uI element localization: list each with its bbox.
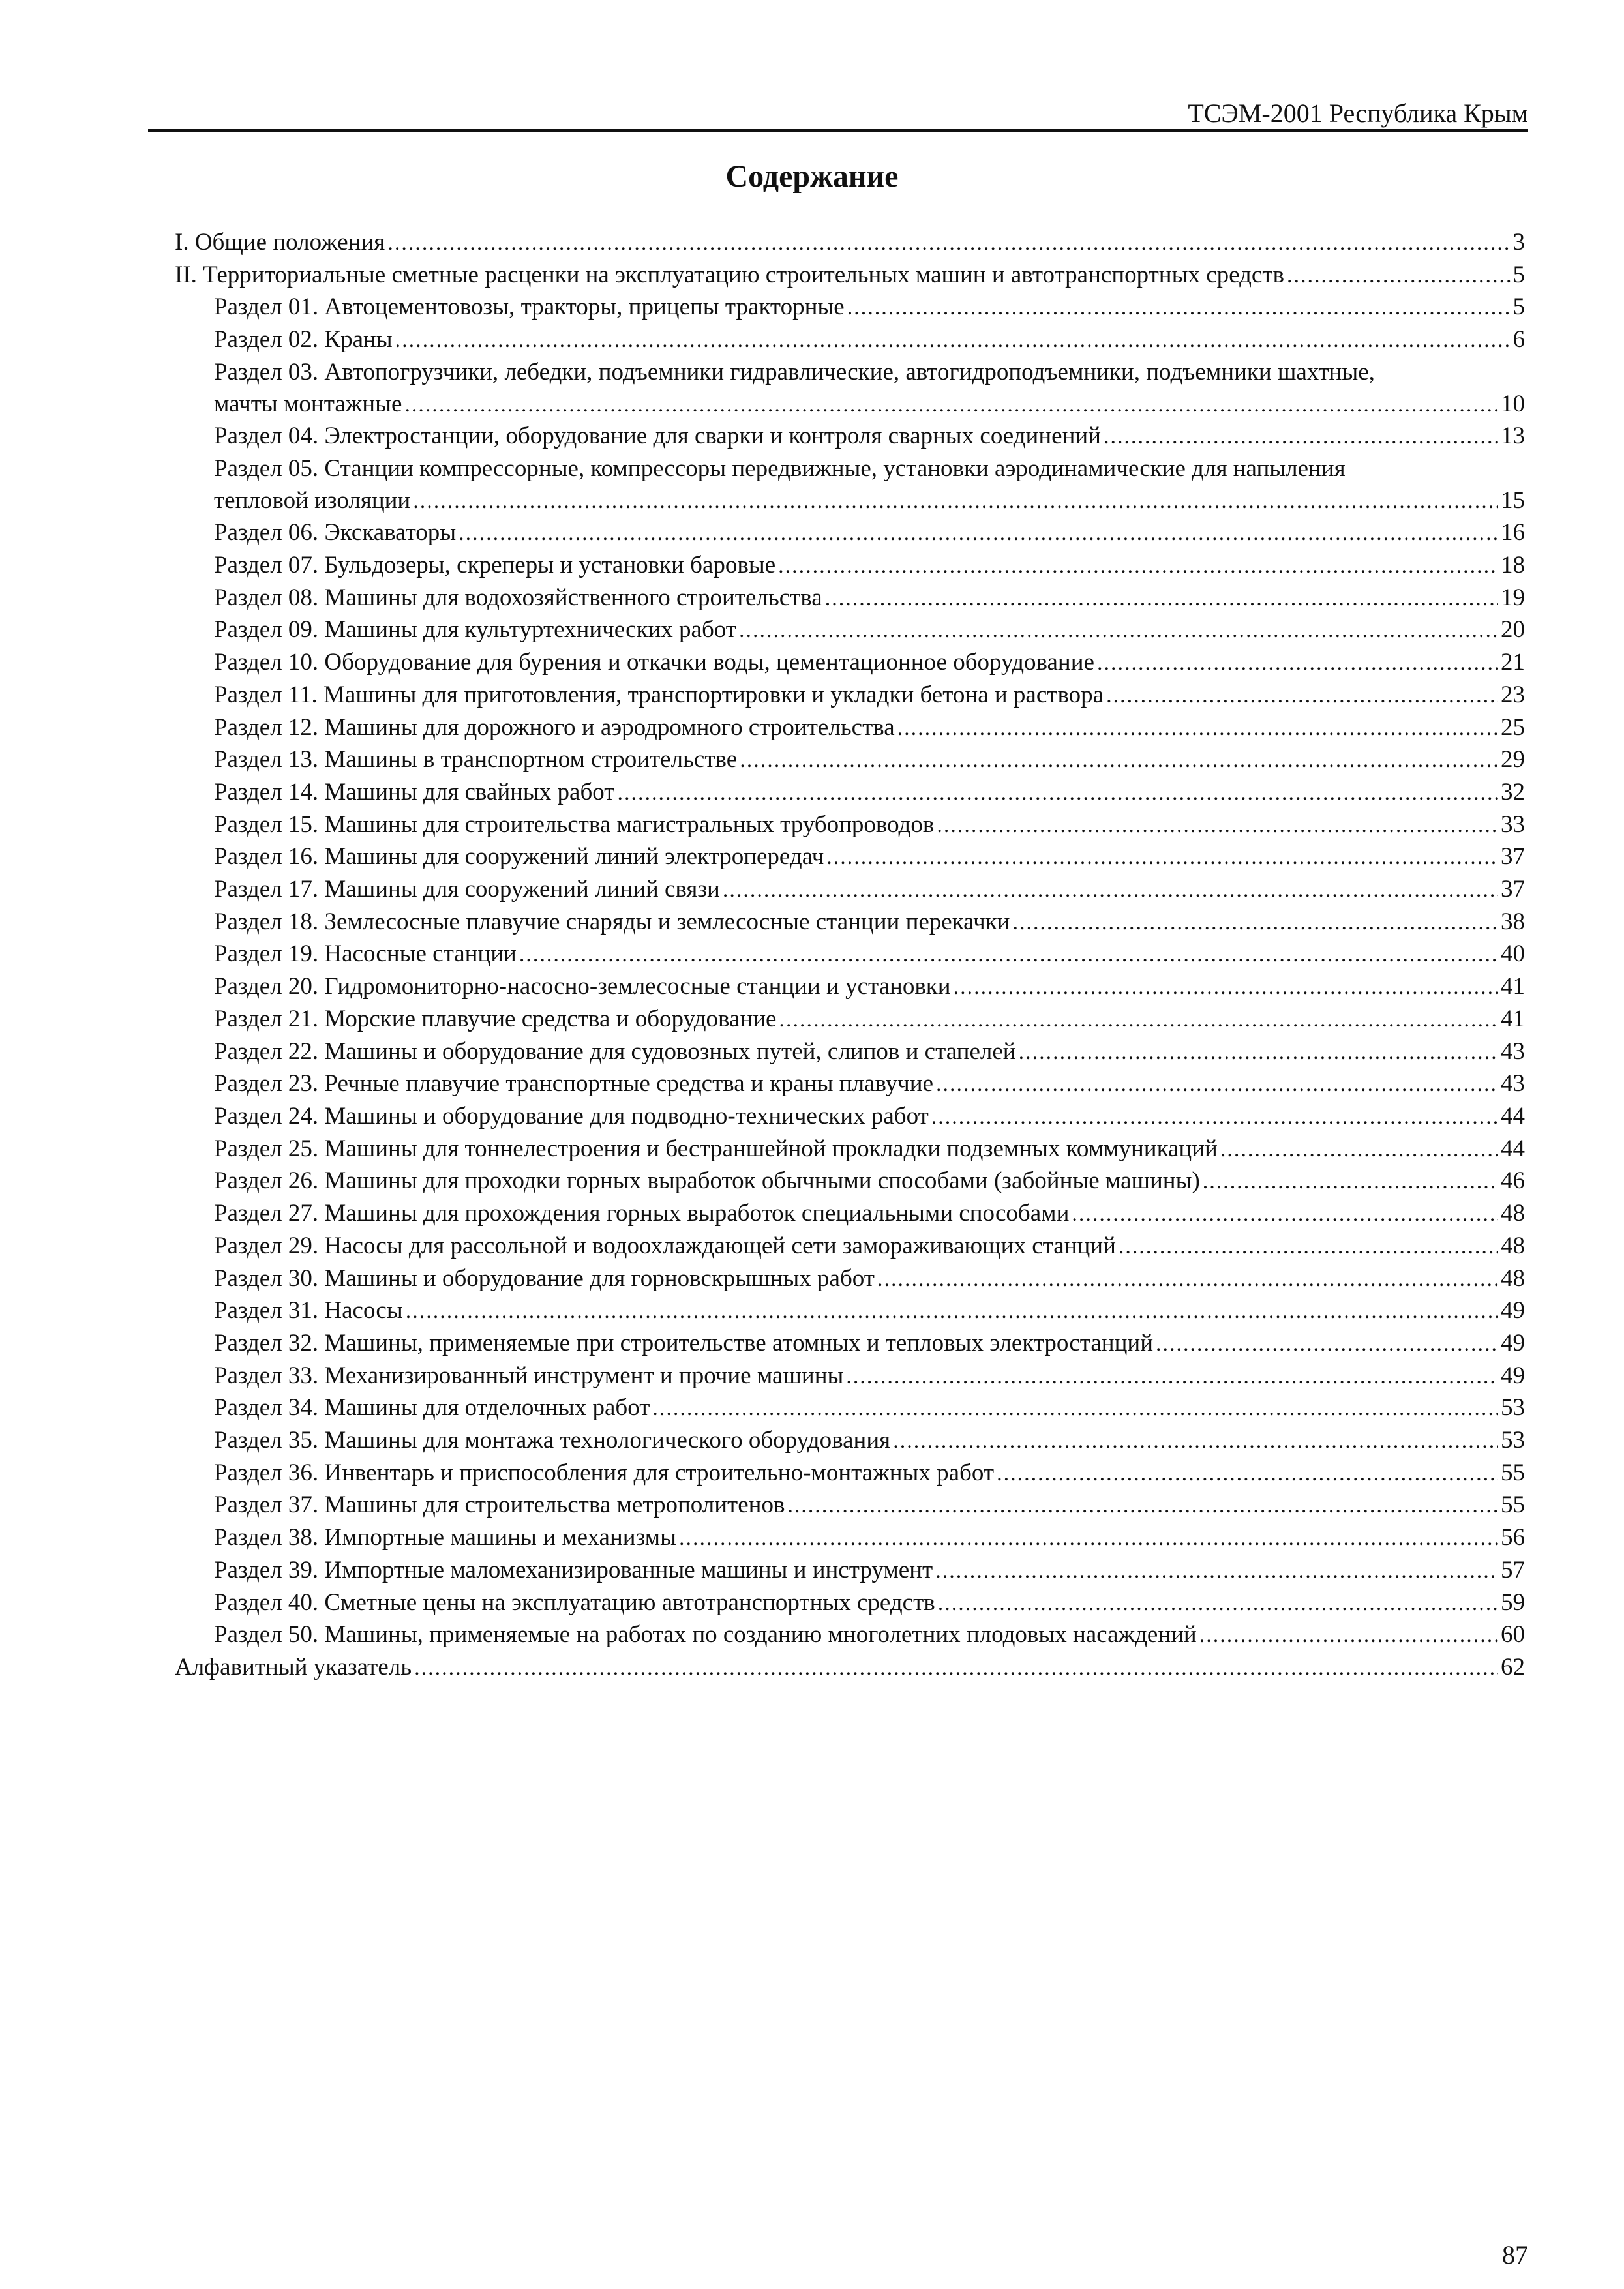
toc-entry[interactable]: [175, 1231, 1525, 1263]
toc-entry-label: Раздел 33. Механизированный инструмент и прочие машины: [214, 1362, 844, 1389]
dot-leader: [413, 486, 1498, 518]
toc-entry[interactable]: [175, 582, 1525, 615]
dot-leader: [679, 1523, 1498, 1555]
dot-leader: [387, 228, 1510, 260]
toc-entry-label: Раздел 34. Машины для отделочных работ: [214, 1394, 650, 1422]
toc-entry-page: 59: [1501, 1589, 1525, 1616]
page-number: 87: [1502, 2240, 1528, 2269]
dot-leader: [1097, 648, 1498, 680]
toc-entry-label: Раздел 22. Машины и оборудование для судовозных путей, слипов и стапелей: [214, 1038, 1016, 1065]
dot-leader: [617, 777, 1498, 809]
toc-entry[interactable]: [175, 1328, 1525, 1360]
toc-entry[interactable]: [175, 1458, 1525, 1490]
dot-leader: [936, 1069, 1498, 1101]
toc-entry[interactable]: [175, 260, 1525, 292]
toc-entry-label: Раздел 10. Оборудование для бурения и откачки воды, цементационное оборудование: [214, 649, 1094, 676]
toc-entry[interactable]: [175, 357, 1525, 421]
dot-leader: [1199, 1620, 1498, 1652]
toc-entry[interactable]: [175, 1198, 1525, 1231]
dot-leader: [395, 325, 1511, 357]
toc-entry-page: 15: [1501, 486, 1525, 514]
toc-entry-label: Раздел 18. Землесосные плавучие снаряды и землесосные станции перекачки: [214, 908, 1010, 935]
toc-entry[interactable]: [175, 1392, 1525, 1425]
toc-entry-label: Раздел 27. Машины для прохождения горных выработок специальными способами: [214, 1200, 1070, 1227]
toc-entry-label: Раздел 21. Морские плавучие средства и оборудование: [214, 1005, 777, 1032]
toc-entry-page: 29: [1501, 746, 1525, 773]
toc-entry-page: 5: [1512, 261, 1525, 288]
toc-entry[interactable]: [175, 906, 1525, 939]
dot-leader: [404, 389, 1498, 421]
toc-entry-label: I. Общие положения: [175, 229, 385, 256]
toc-entry-page: 48: [1501, 1200, 1525, 1227]
dot-leader: [1220, 1134, 1498, 1166]
toc-entry-label: Раздел 35. Машины для монтажа технологического оборудования: [214, 1427, 891, 1454]
toc-entry-label: Раздел 08. Машины для водохозяйственного строительства: [214, 584, 822, 611]
dot-leader: [778, 550, 1498, 582]
toc-entry-label: мачты монтажные: [214, 390, 402, 417]
dot-leader: [406, 1296, 1498, 1328]
toc-entry[interactable]: [175, 1133, 1525, 1166]
dot-leader: [1012, 907, 1498, 939]
toc-entry[interactable]: [175, 517, 1525, 550]
toc-entry-page: 57: [1501, 1556, 1525, 1583]
toc-entry[interactable]: [175, 614, 1525, 647]
toc-entry-label: Раздел 07. Бульдозеры, скреперы и установки баровые: [214, 552, 776, 579]
toc-entry-page: 32: [1501, 778, 1525, 805]
toc-entry-page: 3: [1512, 229, 1525, 256]
toc-entry-label: Раздел 19. Насосные станции: [214, 940, 517, 968]
dot-leader: [1119, 1231, 1498, 1263]
toc-entry-page: 13: [1501, 423, 1525, 450]
toc-entry-label: тепловой изоляции: [214, 486, 411, 514]
toc-entry[interactable]: [175, 227, 1525, 260]
toc-entry-label: Раздел 39. Импортные маломеханизированные машины и инструмент: [214, 1556, 933, 1583]
toc-entry-label: Раздел 29. Насосы для рассольной и водоохлаждающей сети замораживающих станций: [214, 1232, 1116, 1259]
toc-entry[interactable]: [175, 1555, 1525, 1587]
toc-entry-label-line: Раздел 03. Автопогрузчики, лебедки, подъемники гидравлические, автогидроподъемники, подъемники шахтные,: [214, 358, 1375, 385]
toc-entry-page: 43: [1501, 1038, 1525, 1065]
dot-leader: [414, 1653, 1498, 1684]
toc-entry-page: 49: [1501, 1297, 1525, 1324]
toc-entry-page: 56: [1501, 1524, 1525, 1551]
toc-entry-page: 16: [1501, 519, 1525, 546]
toc-entry-label: Раздел 30. Машины и оборудование для горновскрышных работ: [214, 1264, 875, 1292]
toc-entry-label: Алфавитный указатель: [175, 1653, 412, 1681]
toc-entry-page: 6: [1512, 326, 1525, 353]
dot-leader: [459, 518, 1498, 550]
toc-entry-page: 38: [1501, 908, 1525, 935]
toc-entry-label: Раздел 24. Машины и оборудование для подводно-технических работ: [214, 1102, 929, 1130]
toc-entry-label: Раздел 50. Машины, применяемые на работах по созданию многолетних плодовых насаждений: [214, 1621, 1197, 1649]
dot-leader: [1203, 1166, 1498, 1198]
dot-leader: [847, 292, 1511, 324]
dot-leader: [1072, 1199, 1498, 1231]
toc-entry-page: 37: [1501, 843, 1525, 871]
toc-entry[interactable]: [175, 1522, 1525, 1555]
toc-entry-page: 5: [1512, 293, 1525, 321]
toc-entry-label: Раздел 16. Машины для сооружений линий электропередач: [214, 843, 824, 871]
dot-leader: [893, 1426, 1498, 1458]
dot-leader: [1287, 260, 1511, 292]
toc-entry-label: Раздел 17. Машины для сооружений линий связи: [214, 876, 720, 903]
toc-entry-page: 10: [1501, 390, 1525, 417]
toc-entry[interactable]: [175, 712, 1525, 745]
dot-leader: [826, 842, 1498, 874]
toc-entry-label: Раздел 25. Машины для тоннелестроения и бестраншейной прокладки подземных коммуникаций: [214, 1135, 1218, 1162]
dot-leader: [779, 1004, 1498, 1036]
dot-leader: [652, 1393, 1498, 1425]
dot-leader: [897, 713, 1498, 745]
toc-entry-page: 49: [1501, 1362, 1525, 1389]
toc-entry[interactable]: [175, 1652, 1525, 1684]
toc-entry[interactable]: [175, 1295, 1525, 1328]
header-rule: [148, 129, 1528, 132]
dot-leader: [997, 1458, 1498, 1490]
toc-entry[interactable]: [175, 938, 1525, 971]
toc-entry[interactable]: [175, 1004, 1525, 1036]
toc-entry-page: 55: [1501, 1491, 1525, 1519]
dot-leader: [519, 939, 1498, 971]
toc-entry-label: Раздел 14. Машины для свайных работ: [214, 778, 615, 805]
dot-leader: [954, 972, 1498, 1004]
toc-entry-page: 44: [1501, 1102, 1525, 1130]
toc-entry-page: 19: [1501, 584, 1525, 611]
toc-entry[interactable]: [175, 1165, 1525, 1198]
toc-entry-page: 33: [1501, 811, 1525, 838]
toc-entry[interactable]: [175, 550, 1525, 582]
toc-entry[interactable]: [175, 1360, 1525, 1393]
toc-entry-page: 20: [1501, 616, 1525, 644]
dot-leader: [1104, 421, 1498, 453]
toc-entry[interactable]: [175, 1425, 1525, 1458]
toc-entry[interactable]: [175, 680, 1525, 712]
toc-entry[interactable]: [175, 453, 1525, 517]
toc-entry-label: Раздел 20. Гидромониторно-насосно-землесосные станции и установки: [214, 973, 951, 1000]
toc-entry-label: Раздел 02. Краны: [214, 326, 393, 353]
toc-entry[interactable]: [175, 744, 1525, 777]
toc-entry[interactable]: [175, 777, 1525, 809]
toc-entry-page: 41: [1501, 973, 1525, 1000]
dot-leader: [825, 583, 1498, 615]
toc-entry[interactable]: [175, 324, 1525, 357]
toc-entry-label: Раздел 09. Машины для культуртехнических работ: [214, 616, 736, 644]
toc-entry-label: II. Территориальные сметные расценки на эксплуатацию строительных машин и автотранспортных средств: [175, 261, 1284, 288]
toc-entry[interactable]: [175, 1619, 1525, 1652]
dot-leader: [787, 1490, 1498, 1522]
toc-entry-page: 41: [1501, 1005, 1525, 1032]
dot-leader: [1106, 680, 1498, 712]
toc-entry-label: Раздел 06. Экскаваторы: [214, 519, 457, 546]
table-of-contents: [175, 227, 1525, 1684]
dot-leader: [740, 745, 1498, 777]
toc-entry-page: 23: [1501, 681, 1525, 708]
toc-entry[interactable]: [175, 421, 1525, 453]
toc-entry[interactable]: [175, 874, 1525, 906]
running-header: ТСЭМ-2001 Республика Крым: [1188, 98, 1528, 128]
toc-entry-page: 60: [1501, 1621, 1525, 1649]
toc-entry-label: Раздел 26. Машины для проходки горных выработок обычными способами (забойные машины): [214, 1167, 1200, 1195]
toc-entry-page: 40: [1501, 940, 1525, 968]
dot-leader: [846, 1361, 1498, 1393]
dot-leader: [723, 875, 1498, 906]
toc-entry-label: Раздел 23. Речные плавучие транспортные средства и краны плавучие: [214, 1070, 934, 1098]
toc-entry[interactable]: [175, 647, 1525, 680]
toc-entry-page: 53: [1501, 1427, 1525, 1454]
toc-entry-page: 21: [1501, 649, 1525, 676]
toc-entry-page: 49: [1501, 1329, 1525, 1356]
toc-entry-label: Раздел 40. Сметные цены на эксплуатацию автотранспортных средств: [214, 1589, 935, 1616]
dot-leader: [1156, 1328, 1498, 1360]
toc-entry-label: Раздел 04. Электростанции, оборудование для сварки и контроля сварных соединений: [214, 423, 1101, 450]
toc-entry-label: Раздел 13. Машины в транспортном строительстве: [214, 746, 738, 773]
toc-entry[interactable]: [175, 1101, 1525, 1133]
toc-entry-label: Раздел 11. Машины для приготовления, транспортировки и укладки бетона и раствора: [214, 681, 1104, 708]
toc-entry-page: 53: [1501, 1394, 1525, 1422]
dot-leader: [877, 1264, 1498, 1296]
toc-entry-label-line: Раздел 05. Станции компрессорные, компрессоры передвижные, установки аэродинамические для напыления: [214, 455, 1346, 482]
toc-entry-label: Раздел 01. Автоцементовозы, тракторы, прицепы тракторные: [214, 293, 845, 321]
toc-entry[interactable]: [175, 1036, 1525, 1069]
toc-entry-label: Раздел 36. Инвентарь и приспособления для строительно-монтажных работ: [214, 1459, 995, 1486]
toc-entry-page: 62: [1501, 1653, 1525, 1681]
toc-entry-page: 18: [1501, 552, 1525, 579]
toc-entry-page: 48: [1501, 1232, 1525, 1259]
toc-entry[interactable]: [175, 841, 1525, 874]
toc-entry[interactable]: [175, 1587, 1525, 1620]
dot-leader: [935, 1555, 1498, 1587]
toc-entry-label: Раздел 32. Машины, применяемые при строительстве атомных и тепловых электростанций: [214, 1329, 1154, 1356]
toc-entry[interactable]: [175, 809, 1525, 842]
toc-entry-label: Раздел 31. Насосы: [214, 1297, 403, 1324]
toc-entry-label: Раздел 15. Машины для строительства магистральных трубопроводов: [214, 811, 935, 838]
dot-leader: [1019, 1037, 1498, 1069]
dot-leader: [931, 1101, 1498, 1133]
dot-leader: [938, 1588, 1498, 1620]
toc-entry[interactable]: [175, 292, 1525, 324]
toc-entry-page: 46: [1501, 1167, 1525, 1195]
toc-entry-page: 55: [1501, 1459, 1525, 1486]
toc-entry[interactable]: [175, 1263, 1525, 1296]
toc-entry-label: Раздел 38. Импортные машины и механизмы: [214, 1524, 676, 1551]
toc-entry[interactable]: [175, 1489, 1525, 1522]
dot-leader: [937, 810, 1498, 842]
toc-entry-label: Раздел 12. Машины для дорожного и аэродромного строительства: [214, 713, 895, 741]
toc-entry-page: 43: [1501, 1070, 1525, 1098]
toc-entry-page: 25: [1501, 713, 1525, 741]
toc-entry[interactable]: [175, 1068, 1525, 1101]
toc-entry-page: 44: [1501, 1135, 1525, 1162]
toc-entry-page: 37: [1501, 876, 1525, 903]
toc-entry-page: 48: [1501, 1264, 1525, 1292]
page-title: Содержание: [725, 159, 899, 194]
toc-entry-label: Раздел 37. Машины для строительства метрополитенов: [214, 1491, 785, 1519]
toc-entry[interactable]: [175, 971, 1525, 1004]
dot-leader: [739, 615, 1498, 647]
